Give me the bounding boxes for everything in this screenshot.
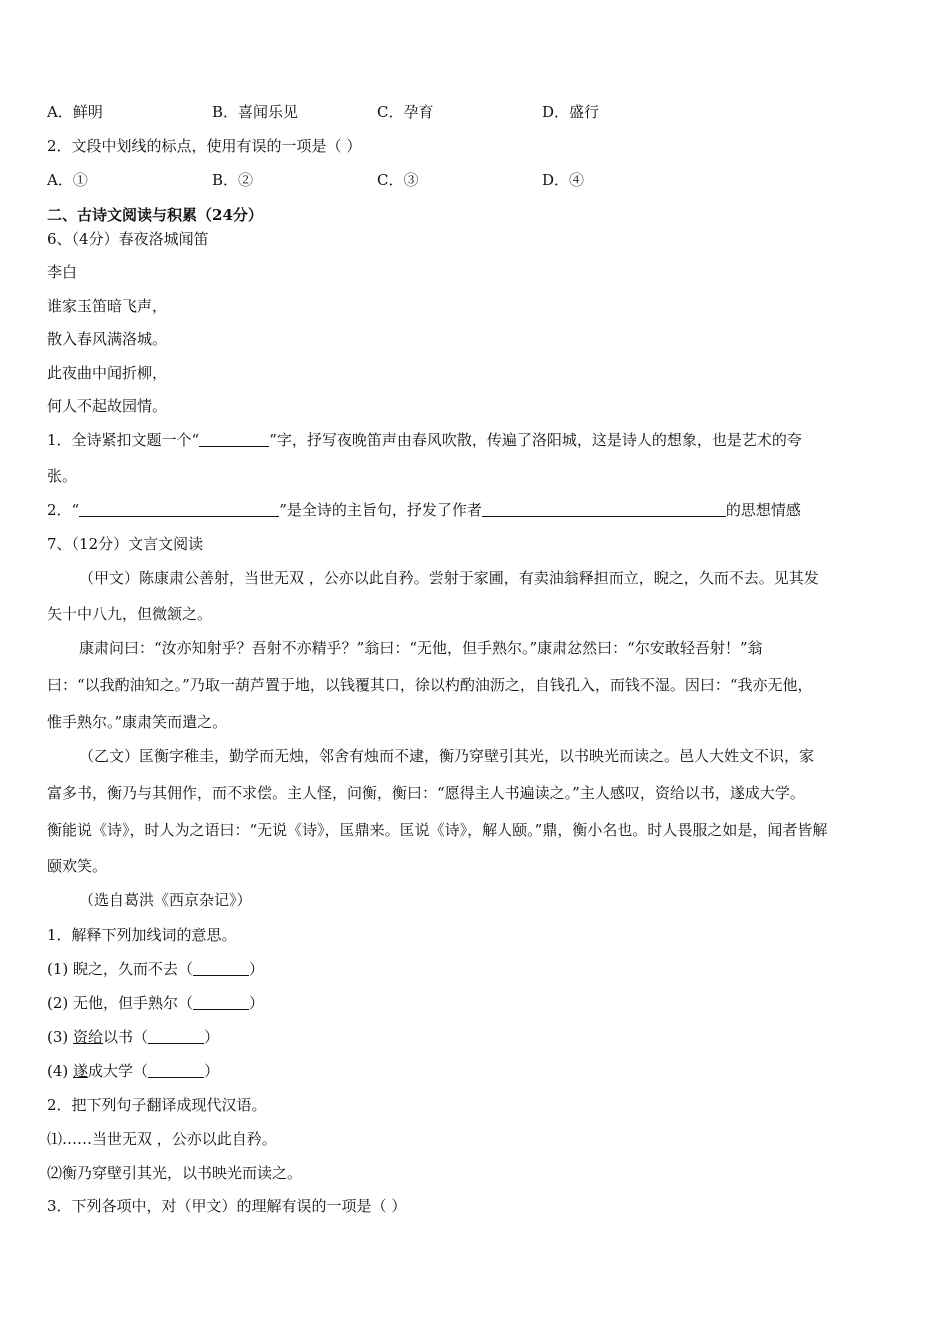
item-text: 以书（ <box>103 1028 149 1046</box>
q1-option-b[interactable]: B．喜闻乐见 <box>212 103 299 121</box>
jia-p1-line-1: （甲文）陈康肃公善射，当世无双 ，公亦以此自矜。尝射于家圃，有卖油翁释担而立，睨之，久而不去。见其发 <box>79 569 819 587</box>
answer-blank[interactable] <box>193 994 249 1010</box>
item-close: ） <box>204 1028 220 1046</box>
underlined-word: 资给 <box>73 1028 104 1046</box>
q7-sub3: 3．下列各项中，对（甲文）的理解有误的一项是（ ） <box>47 1197 407 1215</box>
underlined-word: 遂 <box>73 1062 89 1080</box>
item-number: (2) <box>47 994 69 1012</box>
q7-sub1-item-1 <box>47 959 264 979</box>
q6-sub2 <box>47 500 801 520</box>
poem-line-3: 此夜曲中闻折柳， <box>47 364 168 382</box>
q7-heading: 7、（12分）文言文阅读 <box>47 535 204 553</box>
q6-sub1-text-b: ”字，抒写夜晚笛声由春风吹散，传遍了洛阳城，这是诗人的想象，也是艺术的夸 <box>269 431 802 449</box>
poem-line-2: 散入春风满洛城。 <box>47 330 168 348</box>
answer-blank[interactable] <box>193 960 249 976</box>
jia-p2-line-1: 康肃问曰：“汝亦知射乎？吾射不亦精乎？”翁曰：“无他，但手熟尔。”康肃忿然曰：“尔安敢轻吾射！”翁 <box>79 639 763 657</box>
item-close: ） <box>204 1062 220 1080</box>
jia-p2-line-2: 曰：“以我酌油知之。”乃取一葫芦置于地，以钱覆其口，徐以杓酌油沥之，自钱孔入，而钱不湿。因曰：“我亦无他， <box>47 676 813 694</box>
q1-option-c[interactable]: C．孕育 <box>377 103 434 121</box>
q7-sub2-a: ⑴……当世无双 ，公亦以此自矜。 <box>47 1130 277 1148</box>
q1-option-a[interactable]: A．鲜明 <box>47 103 103 121</box>
yi-line-3: 衡能说《诗》，时人为之语曰：“无说《诗》，匡鼎来。匡说《诗》，解人颐。”鼎，衡小名也。时人畏服之如是，闻者皆解 <box>47 821 828 839</box>
q2-option-c[interactable]: C．③ <box>377 171 419 189</box>
q1-option-d[interactable]: D．盛行 <box>542 103 600 121</box>
section-title: 二、古诗文阅读与积累（24分） <box>47 206 263 224</box>
q6-sub2-text-b: ”是全诗的主旨句，抒发了作者 <box>279 501 482 519</box>
poem-author: 李白 <box>47 263 78 281</box>
q7-sub1: 1．解释下列加线词的意思。 <box>47 926 237 944</box>
item-number: (4) <box>47 1062 69 1080</box>
q2-option-a[interactable]: A．① <box>47 171 88 189</box>
q6-sub2-text-a: 2．“ <box>47 501 80 519</box>
q7-sub1-item-2 <box>47 993 264 1013</box>
q7-sub1-item-3 <box>47 1027 219 1047</box>
q2-option-d[interactable]: D．④ <box>542 171 585 189</box>
q7-sub1-item-4 <box>47 1061 219 1081</box>
q2-option-b[interactable]: B．② <box>212 171 254 189</box>
yi-line-2: 富多书，衡乃与其佣作，而不求偿。主人怪，问衡，衡曰：“愿得主人书遍读之。”主人感叹，资给以书，遂成大学。 <box>47 784 805 802</box>
q6-sub2-text-c: 的思想情感 <box>725 501 801 519</box>
item-text: 成大学（ <box>88 1062 149 1080</box>
item-close: ） <box>249 960 265 978</box>
q6-sub1-cont: 张。 <box>47 467 78 485</box>
answer-blank[interactable] <box>148 1062 204 1078</box>
q6-sub1 <box>47 430 802 450</box>
jia-p1-line-2: 矢十中八九，但微颔之。 <box>47 605 213 623</box>
item-text: 无他，但手熟尔（ <box>73 994 194 1012</box>
passage-source: （选自葛洪《西京杂记》） <box>79 891 252 909</box>
q6-sub2-blank-2[interactable] <box>482 501 726 517</box>
q6-sub1-blank[interactable] <box>199 431 269 447</box>
jia-p2-line-3: 惟手熟尔。”康肃笑而遣之。 <box>47 713 228 731</box>
poem-line-1: 谁家玉笛暗飞声， <box>47 297 168 315</box>
item-number: (3) <box>47 1028 69 1046</box>
yi-line-1: （乙文）匡衡字稚圭，勤学而无烛，邻舍有烛而不逮，衡乃穿壁引其光，以书映光而读之。邑人大姓文不识，家 <box>79 747 815 765</box>
q7-sub2-b: ⑵衡乃穿壁引其光，以书映光而读之。 <box>47 1164 303 1182</box>
poem-line-4: 何人不起故园情。 <box>47 397 168 415</box>
q6-heading: 6、（4分）春夜洛城闻笛 <box>47 230 209 248</box>
answer-blank[interactable] <box>148 1028 204 1044</box>
q7-sub2: 2．把下列句子翻译成现代汉语。 <box>47 1096 267 1114</box>
q6-sub1-text-a: 1．全诗紧扣文题一个“ <box>47 431 200 449</box>
q6-sub2-blank-1[interactable] <box>79 501 279 517</box>
item-text: 睨之，久而不去（ <box>73 960 194 978</box>
item-number: (1) <box>47 960 69 978</box>
yi-line-4: 颐欢笑。 <box>47 857 108 875</box>
item-close: ） <box>249 994 265 1012</box>
q2-stem: 2．文段中划线的标点，使用有误的一项是（ ） <box>47 137 362 155</box>
